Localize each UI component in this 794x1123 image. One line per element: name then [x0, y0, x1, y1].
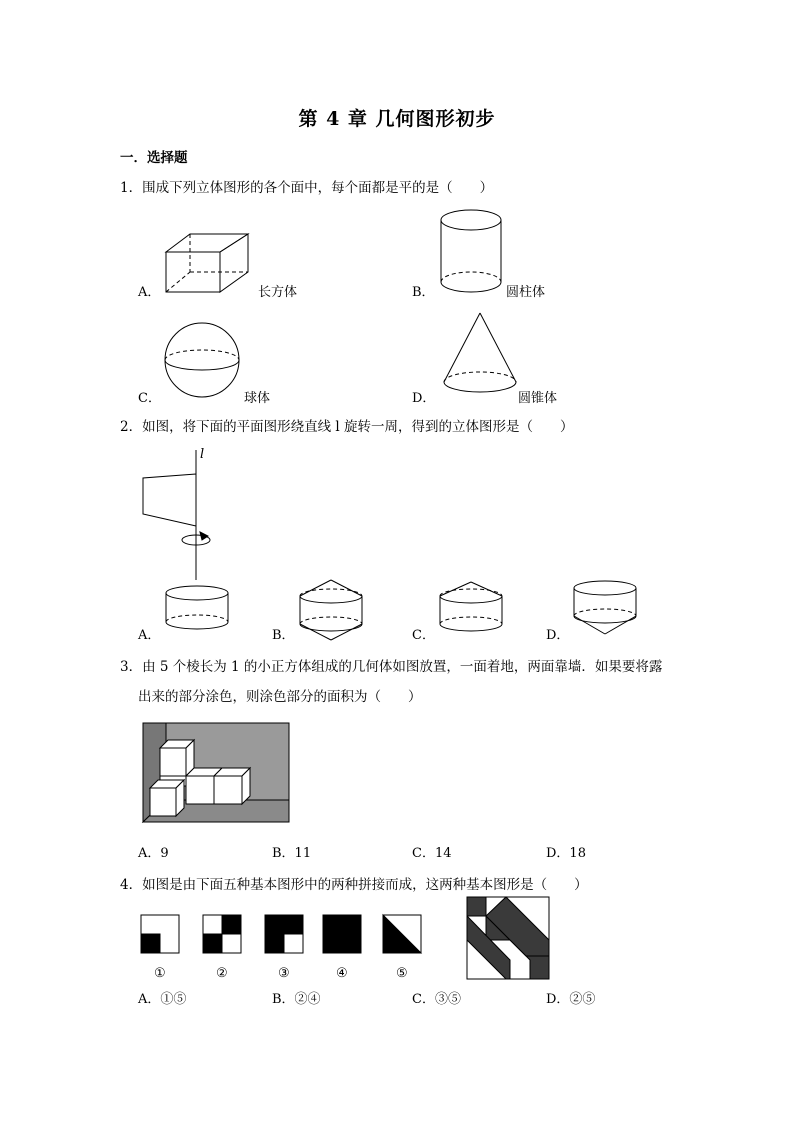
q4-option-a: A．①⑤	[138, 992, 187, 1007]
q1-option-b-letter: B．	[412, 285, 435, 300]
q4-option-c: C．③⑤	[412, 992, 461, 1007]
cone-figure	[440, 312, 520, 402]
q2-option-c: C．	[412, 628, 435, 643]
cylinder-figure	[440, 208, 505, 296]
q3-option-b: B．11	[272, 846, 312, 861]
basic-shape-3	[264, 914, 304, 954]
basic-shape-5	[382, 914, 422, 954]
q1-option-c-label: 球体	[244, 391, 271, 406]
page-title: 第 4 章 几何图形初步	[298, 108, 496, 130]
basic-shape-4	[322, 914, 362, 954]
axis-label: l	[200, 447, 205, 462]
q2-option-b-figure	[298, 574, 364, 646]
q1-option-d-letter: D．	[412, 391, 436, 406]
q1-option-a-label: 长方体	[258, 285, 298, 300]
q2-option-c-figure	[438, 576, 504, 638]
q4-option-b: B．②④	[272, 992, 321, 1007]
q2-option-d: D．	[546, 628, 570, 643]
q2-option-d-figure	[572, 578, 638, 644]
question-2-stem: 2．如图，将下面的平面图形绕直线 l 旋转一周，得到的立体图形是（ ）	[120, 419, 574, 435]
cubes-corner-figure	[142, 722, 292, 824]
q1-option-b-label: 圆柱体	[506, 285, 546, 300]
question-3-stem-line2: 出来的部分涂色，则涂色部分的面积为（ ）	[138, 689, 422, 705]
shape-label-2: ②	[216, 966, 228, 981]
cuboid-figure	[160, 230, 260, 295]
q3-option-c: C．14	[412, 846, 452, 861]
shape-label-5: ⑤	[396, 966, 408, 981]
shape-label-1: ①	[154, 966, 166, 981]
q2-option-a: A．	[138, 628, 161, 643]
q1-option-d-label: 圆锥体	[518, 391, 558, 406]
section-heading: 一．选择题	[120, 150, 188, 166]
shape-label-3: ③	[278, 966, 290, 981]
basic-shape-1	[140, 914, 180, 954]
q1-option-a-letter: A．	[138, 285, 161, 300]
question-4-stem: 4．如图是由下面五种基本图形中的两种拼接而成，这两种基本图形是（ ）	[120, 877, 588, 893]
q2-option-a-figure	[164, 584, 230, 636]
rotation-figure	[138, 448, 218, 580]
question-3-stem-line1: 3．由 5 个棱长为 1 的小正方体组成的几何体如图放置，一面着地，两面靠墙．如果要将露	[120, 659, 663, 675]
q1-option-c-letter: C．	[138, 391, 161, 406]
shape-label-4: ④	[336, 966, 348, 981]
question-1-stem: 1．围成下列立体图形的各个面中，每个面都是平的是（ ）	[120, 180, 494, 196]
q3-option-a: A．9	[138, 846, 169, 861]
q3-option-d: D．18	[546, 846, 586, 861]
q2-option-b: B．	[272, 628, 295, 643]
composite-pattern	[466, 896, 550, 980]
q4-option-d: D．②⑤	[546, 992, 596, 1007]
sphere-figure	[164, 322, 240, 398]
basic-shape-2	[202, 914, 242, 954]
